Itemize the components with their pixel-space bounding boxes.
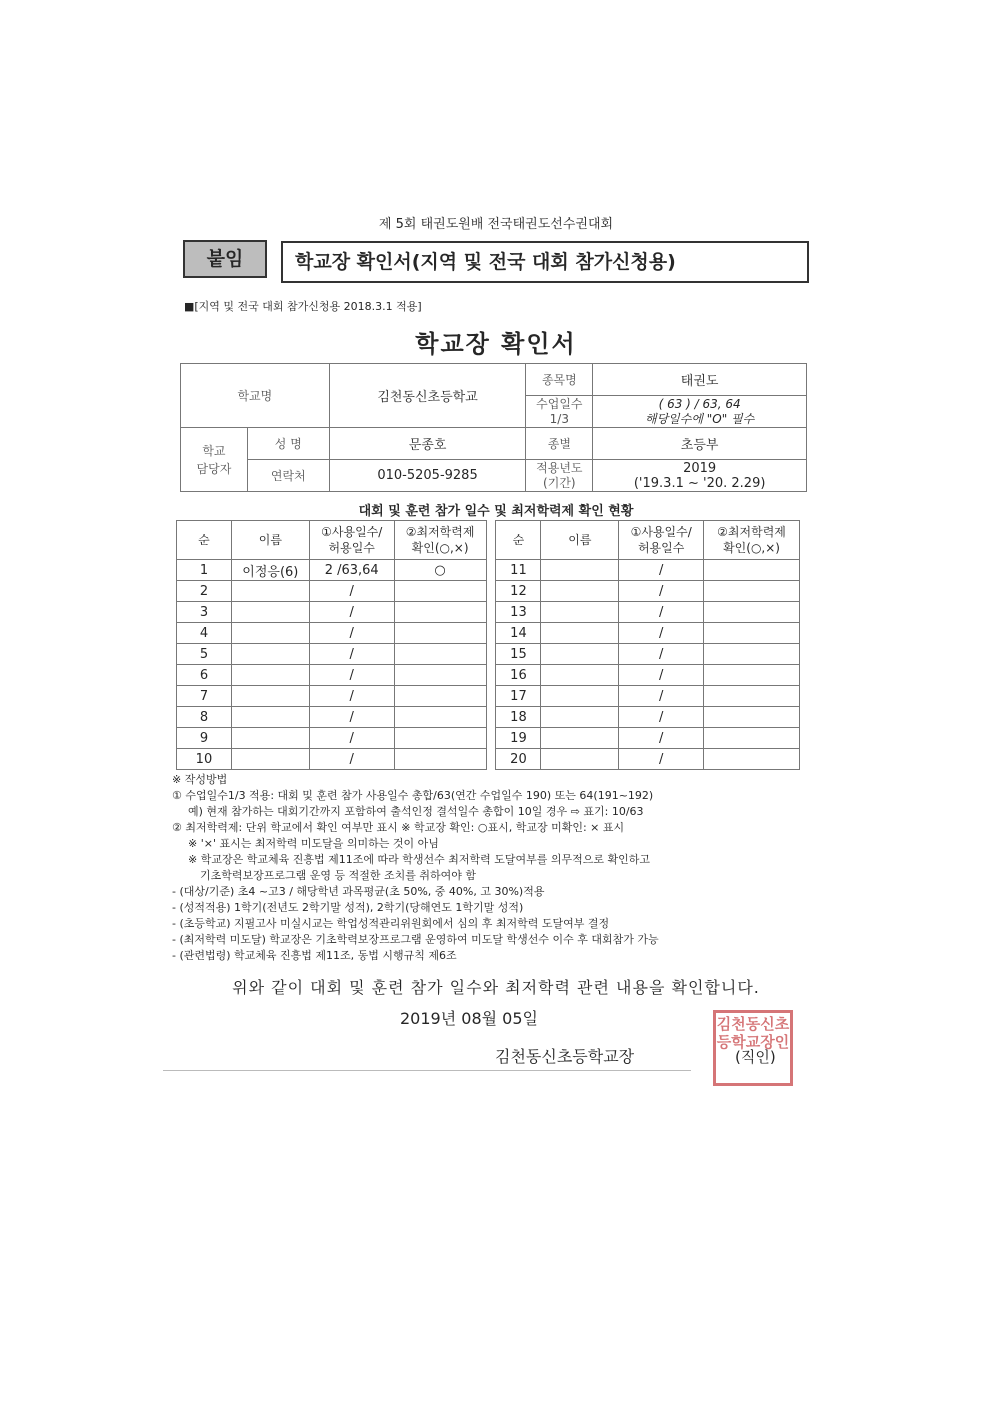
row-name: [541, 665, 619, 686]
year-period: ('19.3.1 ~ '20. 2.29): [633, 475, 766, 491]
document-heading: 학교장 확인서(지역 및 전국 대회 참가신청용): [281, 241, 809, 283]
column-gap: [486, 707, 496, 728]
row-days: /: [619, 665, 704, 686]
row-days: /: [619, 623, 704, 644]
header-days: ①사용일수/ 허용일수: [619, 521, 704, 560]
row-check: [704, 560, 800, 581]
row-days: /: [619, 686, 704, 707]
row-days: /: [309, 728, 394, 749]
form-note: ■[지역 및 전국 대회 참가신청용 2018.3.1 적용]: [184, 300, 422, 313]
note-2-remark-2: ※ 학교장은 학교체육 진흥법 제11조에 따라 학생선수 최저학력 도달여부를 의무적으로 확인하고: [188, 853, 650, 866]
table-row: [177, 749, 800, 770]
row-number: 15: [496, 644, 541, 665]
row-number: 2: [177, 581, 232, 602]
row-check: [704, 581, 800, 602]
row-number: 14: [496, 623, 541, 644]
row-days: /: [619, 749, 704, 770]
row-days: /: [309, 707, 394, 728]
row-number: 17: [496, 686, 541, 707]
row-days: /: [309, 749, 394, 770]
detail-3: - (초등학교) 지필고사 미실시교는 학업성적관리위원회에서 심의 후 최저학력 도달여부 결정: [172, 917, 610, 930]
signer-name: 김천동신초등학교장: [495, 1047, 635, 1066]
table-row: [177, 623, 800, 644]
row-number: 6: [177, 665, 232, 686]
detail-2: - (성적적용) 1학기(전년도 2학기말 성적), 2학기(당해연도 1학기말 성적): [172, 901, 524, 914]
row-name: [541, 623, 619, 644]
table-row: [177, 581, 800, 602]
row-name: [541, 686, 619, 707]
row-days: /: [619, 602, 704, 623]
row-number: 19: [496, 728, 541, 749]
name-label: 성 명: [247, 428, 329, 460]
row-check: [704, 728, 800, 749]
row-name: [231, 665, 309, 686]
header-days: ①사용일수/ 허용일수: [309, 521, 394, 560]
table-row: [177, 665, 800, 686]
row-name: [231, 728, 309, 749]
event-value: 태권도: [593, 364, 807, 396]
contact-value: 010-5205-9285: [329, 460, 526, 492]
row-name: [541, 749, 619, 770]
row-check: [704, 707, 800, 728]
table-row: [177, 707, 800, 728]
row-number: 18: [496, 707, 541, 728]
header-check: ②최저학력제 확인(○,×): [704, 521, 800, 560]
table-row: [177, 644, 800, 665]
row-check: [394, 602, 486, 623]
row-number: 13: [496, 602, 541, 623]
row-name: [231, 623, 309, 644]
row-number: 8: [177, 707, 232, 728]
row-days: /: [619, 581, 704, 602]
column-gap: [486, 602, 496, 623]
row-number: 1: [177, 560, 232, 581]
row-number: 5: [177, 644, 232, 665]
row-days: /: [619, 707, 704, 728]
main-title: 학교장 확인서: [415, 330, 577, 358]
competition-title: 제 5회 태권도원배 전국태권도선수권대회: [378, 217, 614, 232]
status-title: 대회 및 훈련 참가 일수 및 최저학력제 확인 현황: [358, 504, 634, 519]
row-name: 이정응(6): [231, 560, 309, 581]
note-1: ① 수업일수1/3 적용: 대회 및 훈련 참가 사용일수 총합/63(연간 수업일수 190) 또는 64(191~192): [172, 789, 654, 802]
row-number: 9: [177, 728, 232, 749]
note-2-remark-2-cont: 기초학력보장프로그램 운영 등 적절한 조치를 취하여야 함: [200, 869, 477, 882]
name-value: 문종호: [329, 428, 526, 460]
table-row: [177, 686, 800, 707]
row-number: 11: [496, 560, 541, 581]
column-gap: [486, 665, 496, 686]
row-days: /: [619, 728, 704, 749]
days-label: 수업일수 1/3: [526, 396, 593, 428]
row-number: 16: [496, 665, 541, 686]
column-gap: [486, 686, 496, 707]
detail-4: - (최저학력 미도달) 학교장은 기초학력보장프로그램 운영하여 미도달 학생선수 이수 후 대회참가 가능: [172, 933, 659, 946]
row-days: /: [309, 602, 394, 623]
row-number: 7: [177, 686, 232, 707]
days-value: ( 63 ) / 63, 64: [658, 396, 741, 411]
column-gap: [486, 581, 496, 602]
row-check: [394, 581, 486, 602]
seal-tag: (직인): [735, 1048, 776, 1066]
row-name: [231, 707, 309, 728]
row-name: [541, 707, 619, 728]
participation-rows: [177, 560, 800, 770]
detail-5: - (관련법령) 학교체육 진흥법 제11조, 동법 시행규칙 제6조: [172, 949, 457, 962]
column-gap: [486, 623, 496, 644]
row-number: 4: [177, 623, 232, 644]
seal-text: 김천동신초등학교장인: [716, 1015, 790, 1051]
row-check: [704, 749, 800, 770]
row-days: 2 /63,64: [309, 560, 394, 581]
row-number: 20: [496, 749, 541, 770]
row-days: /: [309, 581, 394, 602]
contact-label: 연락처: [247, 460, 329, 492]
days-note: 해당일수에 "O" 필수: [645, 411, 755, 426]
row-check: [704, 602, 800, 623]
header-name: 이름: [541, 521, 619, 560]
row-number: 10: [177, 749, 232, 770]
row-check: ○: [394, 560, 486, 581]
row-name: [231, 602, 309, 623]
row-days: /: [309, 665, 394, 686]
row-number: 3: [177, 602, 232, 623]
column-gap: [486, 728, 496, 749]
row-check: [394, 686, 486, 707]
row-check: [394, 644, 486, 665]
note-2-remark: ※ '×' 표시는 최저학력 미도달을 의미하는 것이 아님: [188, 837, 439, 850]
row-check: [394, 665, 486, 686]
row-name: [231, 686, 309, 707]
column-gap: [486, 560, 496, 581]
info-table: [180, 363, 807, 492]
row-days: /: [309, 644, 394, 665]
detail-1: - (대상/기준) 초4 ~고3 / 해당학년 과목평균(초 50%, 중 40%, 고 30%)적용: [172, 885, 545, 898]
note-2: ② 최저학력제: 단위 학교에서 확인 여부만 표시 ※ 학교장 확인: ○표시, 학교장 미확인: × 표시: [172, 821, 625, 834]
header-name: 이름: [231, 521, 309, 560]
note-1-example: 예) 현재 참가하는 대회기간까지 포함하여 출석인정 결석일수 총합이 10일 경우 ⇨ 표기: 10/63: [188, 805, 644, 818]
year-label: 적용년도 (기간): [526, 460, 593, 492]
bottom-rule: [163, 1070, 691, 1071]
column-gap: [486, 644, 496, 665]
attachment-badge: 붙임: [183, 240, 267, 278]
row-name: [541, 602, 619, 623]
notes-heading: ※ 작성방법: [172, 773, 228, 786]
row-check: [394, 728, 486, 749]
table-row: [177, 602, 800, 623]
row-days: /: [619, 560, 704, 581]
confirmation-statement: 위와 같이 대회 및 훈련 참가 일수와 최저학력 관련 내용을 확인합니다.: [232, 978, 760, 997]
row-check: [704, 665, 800, 686]
header-check: ②최저학력제 확인(○,×): [394, 521, 486, 560]
row-name: [541, 581, 619, 602]
row-days: /: [309, 623, 394, 644]
issue-date: 2019년 08월 05일: [400, 1009, 538, 1028]
event-label: 종목명: [526, 364, 593, 396]
row-check: [394, 749, 486, 770]
school-label: 학교명: [181, 364, 330, 428]
header-no: 순: [177, 521, 232, 560]
row-check: [394, 707, 486, 728]
row-name: [541, 644, 619, 665]
school-value: 김천동신초등학교: [329, 364, 526, 428]
row-check: [704, 623, 800, 644]
row-days: /: [619, 644, 704, 665]
header-no: 순: [496, 521, 541, 560]
category-label: 종별: [526, 428, 593, 460]
table-row: [177, 560, 800, 581]
year-value: 2019: [683, 460, 717, 476]
row-name: [231, 749, 309, 770]
table-row: [177, 728, 800, 749]
column-gap: [486, 749, 496, 770]
row-days: /: [309, 686, 394, 707]
manager-label: 학교 담당자: [181, 428, 248, 492]
category-value: 초등부: [593, 428, 807, 460]
row-number: 12: [496, 581, 541, 602]
row-name: [231, 581, 309, 602]
row-check: [704, 644, 800, 665]
participation-table: [176, 520, 800, 770]
row-name: [541, 728, 619, 749]
row-check: [394, 623, 486, 644]
instructions: [172, 772, 812, 964]
row-name: [231, 644, 309, 665]
row-name: [541, 560, 619, 581]
row-check: [704, 686, 800, 707]
